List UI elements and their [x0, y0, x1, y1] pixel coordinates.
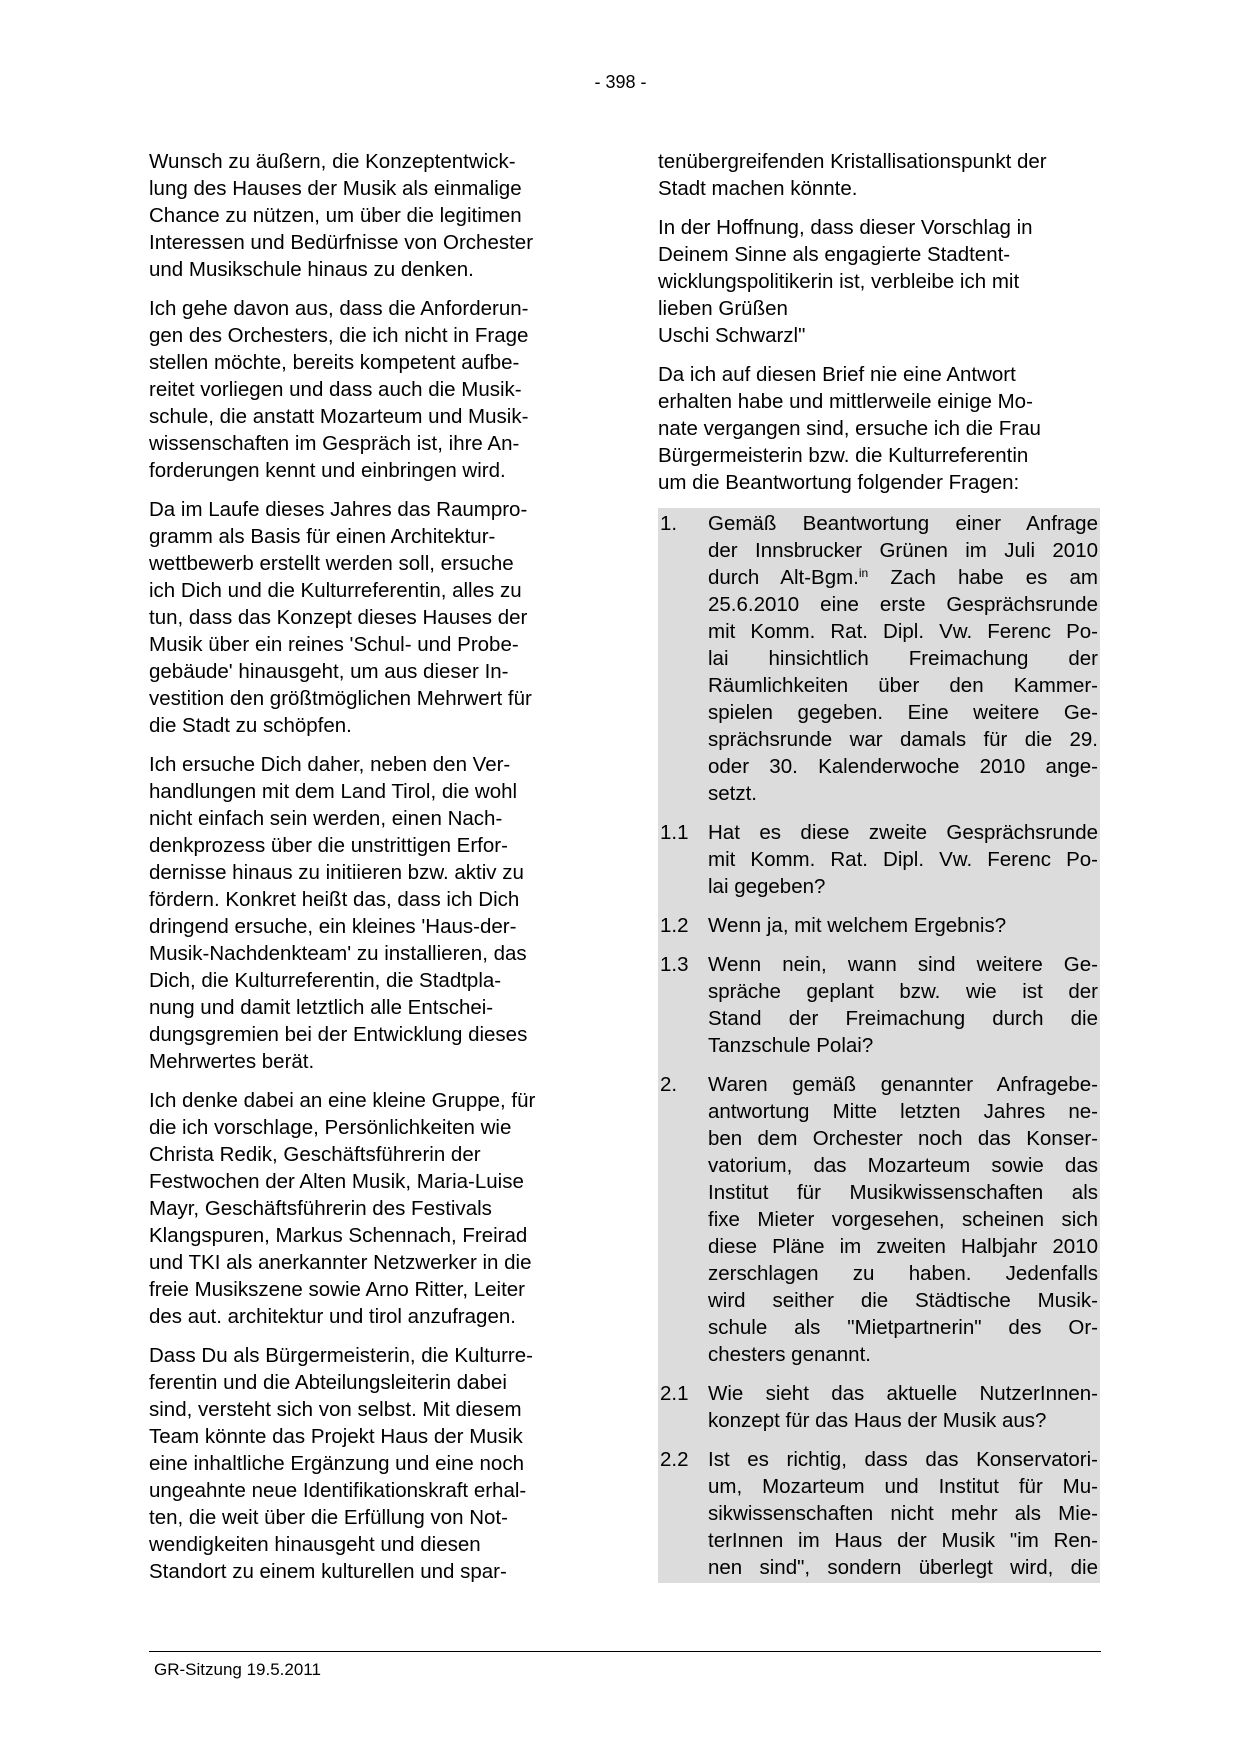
paragraph: Ich gehe davon aus, dass die Anforderun- gen des Orchesters, die ich nicht in Frage stellen möchte, bereits kompetent aufbe- reitet vorliegen und dass auch die Musik- schule, die anstatt Mozarteum und Musik- wissenschaften im Gespräch ist, ihre An- forderungen kennt und einbringen wird.: [149, 297, 529, 482]
paragraph: Wunsch zu äußern, die Konzeptentwick- lung des Hauses der Musik als einmalige Chance zu nützen, um über die legitimen Interessen und Bedürfnisse von Orchester und Musikschule hinaus zu denken.: [149, 150, 534, 281]
question-item: [660, 1380, 1098, 1434]
paragraph: In der Hoffnung, dass dieser Vorschlag in Deinem Sinne als engagierte Stadtent- wicklungspolitikerin ist, verbleibe ich mit lieben Grüßen Uschi Schwarzl": [658, 216, 1033, 347]
question-line-part: Zach habe es am: [868, 566, 1098, 589]
question-number: 2.: [660, 1073, 678, 1096]
question-text: [708, 510, 1098, 807]
question-item: [660, 1446, 1098, 1581]
question-item: [660, 819, 1098, 900]
paragraph: Da ich auf diesen Brief nie eine Antwort erhalten habe und mittlerweile einige Mo- nate vergangen sind, ersuche ich die Frau Bürgermeisterin bzw. die Kulturreferentin um die Beantwortung folgender Fragen:: [658, 363, 1041, 494]
question-line: zerschlagen zu haben. Jedenfalls: [708, 1262, 1098, 1285]
question-line: Tanzschule Polai?: [708, 1034, 874, 1057]
question-text: [708, 819, 1098, 900]
page-number: - 398 -: [594, 72, 647, 92]
question-line: sprächsrunde war damals für die 29.: [708, 728, 1098, 751]
question-line: lai gegeben?: [708, 875, 826, 898]
paragraph: Da im Laufe dieses Jahres das Raumpro- gramm als Basis für einen Architektur- wettbewerb erstellt werden soll, ersuche ich Dich und die Kulturreferentin, alles zu tun, dass das Konzept dieses Hauses der Musik über ein reines 'Schul- und Probe- gebäude' hinausgeht, um aus dieser In- vestition den größtmöglichen Mehrwert für die Stadt zu schöpfen.: [149, 498, 532, 737]
question-item: [660, 951, 1098, 1059]
question-number: 1.3: [660, 953, 689, 976]
question-item: [660, 510, 1098, 807]
left-column: [149, 148, 585, 1597]
question-line: Wenn nein, wann sind weitere Ge-: [708, 953, 1098, 976]
question-number: 1.2: [660, 914, 689, 937]
question-line: vatorium, das Mozarteum sowie das: [708, 1154, 1098, 1177]
question-line: nen sind", sondern überlegt wird, die: [708, 1556, 1098, 1579]
question-line: Gemäß Beantwortung einer Anfrage: [708, 512, 1098, 535]
question-line: spräche geplant bzw. wie ist der: [708, 980, 1098, 1003]
question-line: [708, 564, 1098, 591]
question-item: [660, 912, 1098, 939]
footer-text: GR-Sitzung 19.5.2011: [154, 1660, 321, 1679]
question-number: 2.1: [660, 1382, 689, 1405]
question-line-part: durch Alt-Bgm.: [708, 566, 859, 589]
question-line: Hat es diese zweite Gesprächsrunde: [708, 821, 1098, 844]
question-line: Ist es richtig, dass das Konservatori-: [708, 1448, 1098, 1471]
paragraph: Ich denke dabei an eine kleine Gruppe, für die ich vorschlage, Persönlichkeiten wie Christa Redik, Geschäftsführerin der Festwochen der Alten Musik, Maria-Luise Mayr, Geschäftsführerin des Festivals Klangspuren, Markus Schennach, Freirad und TKI als anerkannter Netzwerker in die freie Musikszene sowie Arno Ritter, Leiter des aut. architektur und tirol anzufragen.: [149, 1089, 536, 1328]
question-number: 1.1: [660, 821, 689, 844]
question-line: Stand der Freimachung durch die: [708, 1007, 1098, 1030]
question-line: wird seither die Städtische Musik-: [708, 1289, 1098, 1312]
question-line: Räumlichkeiten über den Kammer-: [708, 674, 1098, 697]
question-text: [708, 951, 1098, 1059]
question-number: 1.: [660, 512, 678, 535]
question-line: spielen gegeben. Eine weitere Ge-: [708, 701, 1098, 724]
question-line: Institut für Musikwissenschaften als: [708, 1181, 1098, 1204]
question-text: [708, 912, 1098, 939]
question-line: um, Mozarteum und Institut für Mu-: [708, 1475, 1098, 1498]
question-line: sikwissenschaften nicht mehr als Mie-: [708, 1502, 1098, 1525]
question-number: 2.2: [660, 1448, 689, 1471]
question-text: [708, 1446, 1098, 1581]
question-line: der Innsbrucker Grünen im Juli 2010: [708, 539, 1098, 562]
question-text: [708, 1071, 1098, 1368]
question-line: terInnen im Haus der Musik "im Ren-: [708, 1529, 1098, 1552]
question-line: chesters genannt.: [708, 1343, 871, 1366]
footer-divider: [149, 1651, 1101, 1652]
question-line: konzept für das Haus der Musik aus?: [708, 1409, 1047, 1432]
question-line: diese Pläne im zweiten Halbjahr 2010: [708, 1235, 1098, 1258]
question-line: Wenn ja, mit welchem Ergebnis?: [708, 914, 1007, 937]
superscript: in: [858, 566, 869, 580]
question-line: Wie sieht das aktuelle NutzerInnen-: [708, 1382, 1098, 1405]
question-line: mit Komm. Rat. Dipl. Vw. Ferenc Po-: [708, 848, 1098, 871]
question-line: 25.6.2010 eine erste Gesprächsrunde: [708, 593, 1098, 616]
question-item: [660, 1071, 1098, 1368]
question-line: lai hinsichtlich Freimachung der: [708, 647, 1098, 670]
question-line: ben dem Orchester noch das Konser-: [708, 1127, 1098, 1150]
question-line: schule als "Mietpartnerin" des Or-: [708, 1316, 1098, 1339]
question-line: antwortung Mitte letzten Jahres ne-: [708, 1100, 1098, 1123]
paragraph: Dass Du als Bürgermeisterin, die Kulturre- ferentin und die Abteilungsleiterin dabei sind, versteht sich von selbst. Mit diesem Team könnte das Projekt Haus der Musik eine inhaltliche Ergänzung und eine noch ungeahnte neue Identifikationskraft erhal- ten, die weit über die Erfüllung von Not- wendigkeiten hinausgeht und diesen Standort zu einem kulturellen und spar-: [149, 1344, 533, 1583]
question-text: [708, 1380, 1098, 1434]
question-list: [658, 508, 1100, 1583]
question-line: Waren gemäß genannter Anfragebe-: [708, 1073, 1098, 1096]
question-line: setzt.: [708, 782, 757, 805]
right-column: [658, 148, 1100, 1583]
paragraph: Ich ersuche Dich daher, neben den Ver- handlungen mit dem Land Tirol, die wohl nicht einfach sein werden, einen Nach- denkprozess über die unstrittigen Erfor- dernisse hinaus zu initiieren bzw. aktiv zu fördern. Konkret heißt das, dass ich Dich dringend ersuche, ein kleines 'Haus-der- Musik-Nachdenkteam' zu installieren, das Dich, die Kulturreferentin, die Stadtpla- nung und damit letztlich alle Entschei- dungsgremien bei der Entwicklung dieses Mehrwertes berät.: [149, 753, 528, 1073]
question-line: mit Komm. Rat. Dipl. Vw. Ferenc Po-: [708, 620, 1098, 643]
question-line: fixe Mieter vorgesehen, scheinen sich: [708, 1208, 1098, 1231]
paragraph: tenübergreifenden Kristallisationspunkt der Stadt machen könnte.: [658, 150, 1047, 200]
question-line: oder 30. Kalenderwoche 2010 ange-: [708, 755, 1098, 778]
